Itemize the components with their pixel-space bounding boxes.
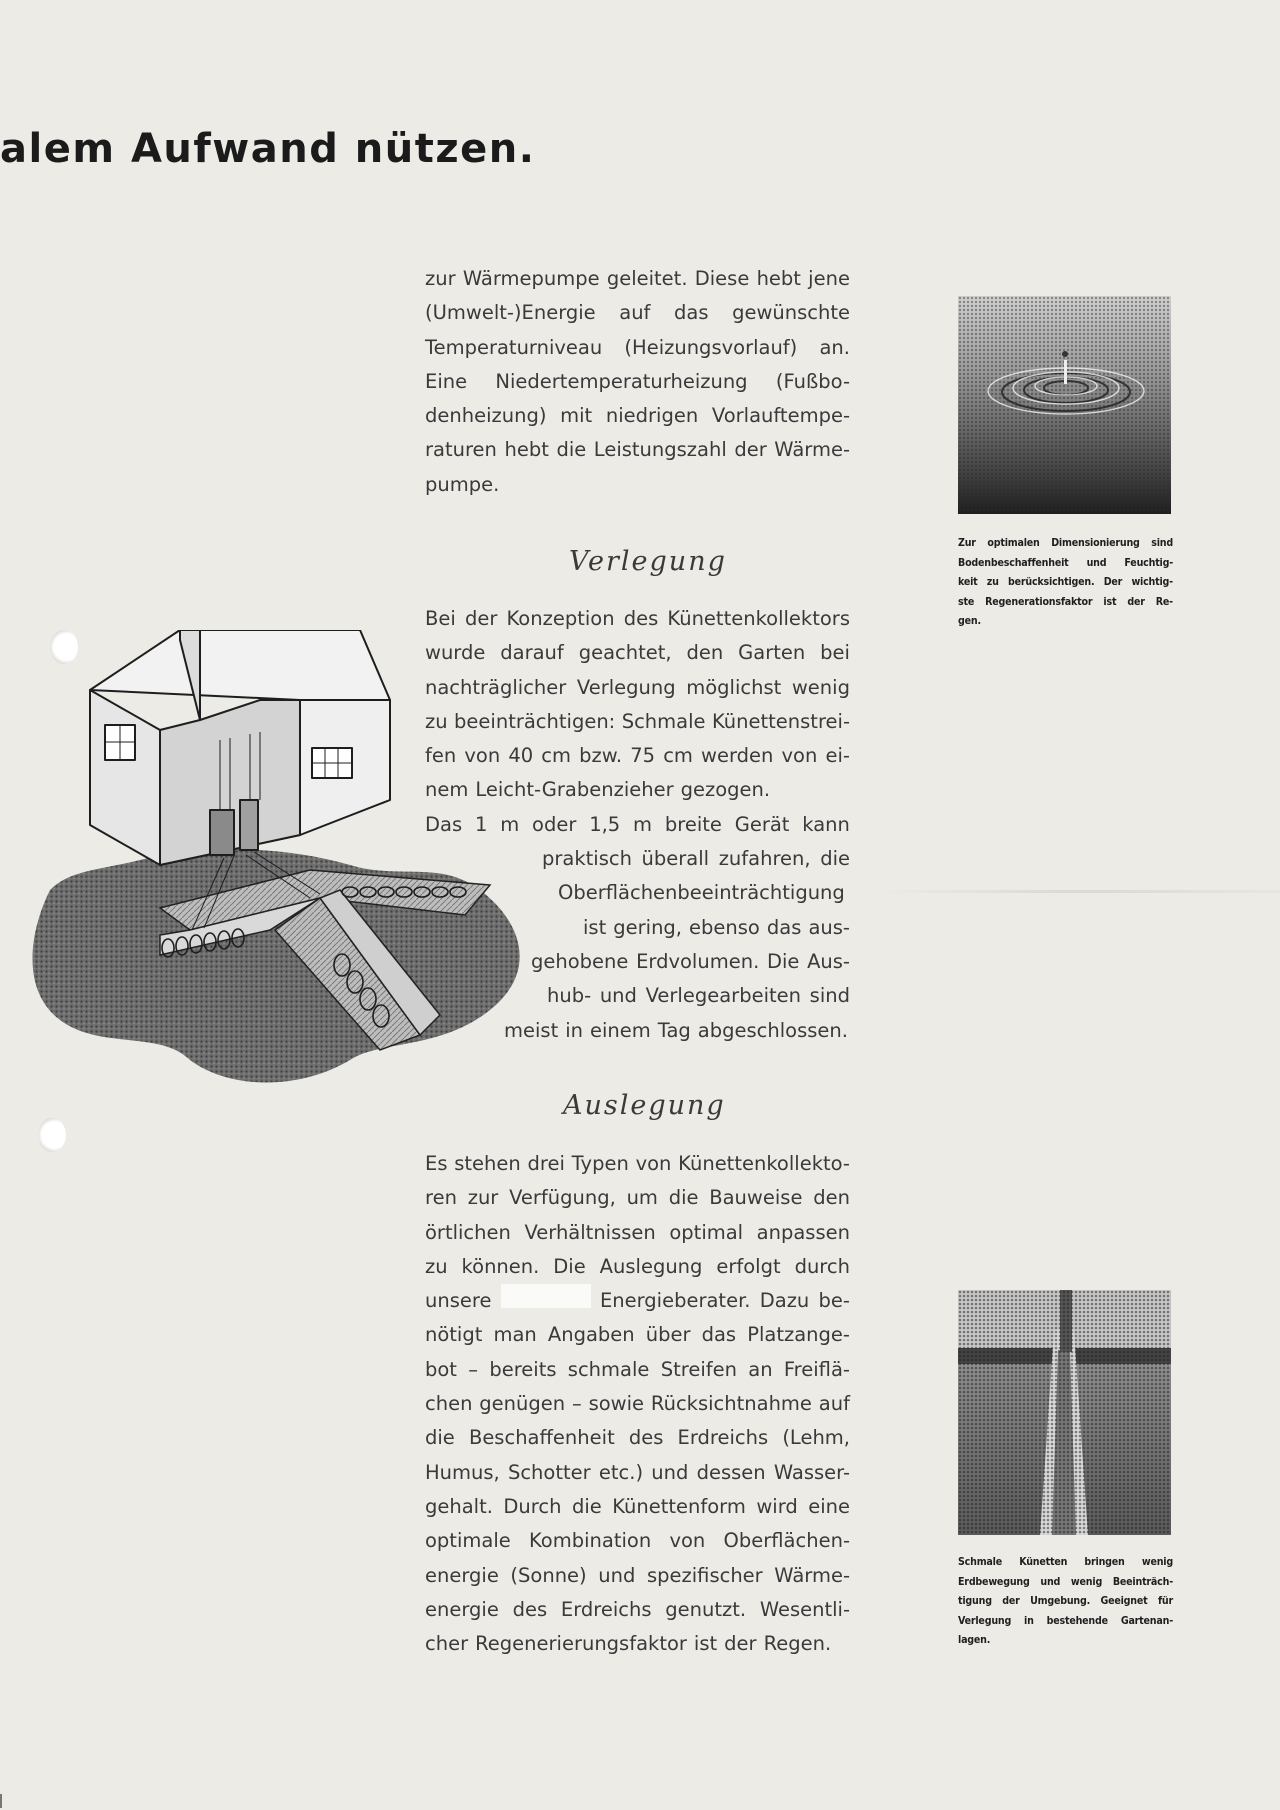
text-line (425, 1318, 850, 1352)
word: Temperaturniveau (425, 335, 603, 359)
word: Verlegung (576, 675, 676, 699)
word: Diese (694, 267, 750, 290)
word: chen (425, 1392, 473, 1416)
word: kann (802, 812, 850, 836)
word: hub- (547, 984, 592, 1008)
word: und (1040, 1575, 1061, 1588)
word: m (500, 812, 520, 836)
word: m (633, 812, 653, 836)
trench-photo (958, 1290, 1171, 1535)
word: ste (958, 595, 975, 608)
word: der (1002, 1595, 1020, 1607)
text-line (425, 1627, 850, 1661)
word: eine (808, 1494, 850, 1518)
word: breite (664, 812, 722, 836)
word: über (645, 1323, 691, 1347)
word: man (493, 1323, 537, 1347)
word: geleitet. (606, 267, 688, 290)
text-line (425, 1250, 850, 1284)
word: praktisch (542, 847, 632, 871)
word: Das (425, 812, 463, 836)
word: geachtet, (578, 641, 672, 665)
word: Die (553, 1254, 586, 1278)
word: (Umwelt-)Energie (425, 301, 596, 325)
word: bzw. (579, 744, 623, 768)
word: 1 (474, 812, 488, 836)
word: Künettenstrei- (711, 709, 850, 733)
word: stehen (454, 1152, 521, 1175)
word: denheizung) (425, 404, 547, 428)
word: 40 (508, 744, 534, 768)
word: zu (425, 1254, 448, 1278)
word: Feuchtig- (1124, 556, 1173, 569)
text-line (425, 1216, 850, 1250)
text-line (958, 612, 1173, 632)
heading-auslegung: Auslegung (563, 1090, 726, 1121)
word: energie (425, 1563, 499, 1587)
word: Bei (425, 607, 456, 630)
word: des (628, 1426, 664, 1450)
word: von (781, 744, 818, 768)
word: die (571, 1494, 602, 1518)
word: Niedertemperaturheizung (495, 369, 748, 393)
redacted-word (501, 1284, 591, 1308)
word: gehobene (531, 949, 629, 973)
text-line (958, 1612, 1173, 1632)
word: Geeignet (1100, 1595, 1148, 1607)
word: des (623, 607, 659, 630)
word: gehalt. (425, 1494, 493, 1518)
word: Regenerierungsfaktor (475, 1632, 687, 1656)
word: Aus- (807, 949, 850, 973)
word: Gerät (734, 812, 790, 836)
word: des (512, 1597, 548, 1621)
word: abgeschlossen. (697, 1018, 848, 1042)
word: bringen (1084, 1556, 1125, 1568)
word: und (1086, 556, 1107, 569)
word: Wärmepumpe (462, 267, 600, 290)
word: Leistungszahl (593, 438, 727, 462)
word: auf (818, 1392, 850, 1416)
word: das (674, 301, 709, 325)
word: optimalen (987, 537, 1040, 549)
word: Freiflä- (783, 1357, 850, 1381)
text-line (958, 554, 1173, 574)
word: Typen (571, 1152, 629, 1175)
word: Erdreichs (560, 1597, 652, 1621)
word: Platzange- (747, 1323, 850, 1347)
word: Konzeption (506, 607, 615, 630)
text-line (425, 296, 850, 330)
word: den (686, 641, 724, 665)
word: keit (958, 576, 978, 588)
word: aus- (808, 915, 850, 939)
word: Angaben (547, 1323, 635, 1347)
word: anpassen (756, 1220, 850, 1244)
word: Zur (958, 537, 976, 549)
word: Beeinträch- (1112, 1575, 1173, 1588)
word: Humus, (425, 1460, 500, 1484)
text-line (425, 1147, 850, 1181)
word: mit (560, 404, 593, 428)
word: und (598, 1563, 636, 1587)
paper-fold (880, 890, 1280, 893)
word: von (464, 744, 501, 768)
word: der (734, 438, 767, 462)
text-line (425, 1353, 850, 1387)
word: Oberflächen- (723, 1529, 850, 1553)
word: Der (1103, 576, 1123, 588)
caption-water-drop (958, 534, 1173, 632)
word: auf (619, 301, 651, 325)
word: Tag (657, 1018, 691, 1042)
word: in (1024, 1614, 1034, 1627)
word: meist (504, 1018, 559, 1042)
word: Dazu (759, 1289, 810, 1313)
word: raturen (425, 438, 497, 462)
text-line (425, 1490, 850, 1524)
punch-hole (38, 1118, 66, 1152)
word: gen. (958, 615, 981, 627)
word: berücksichtigen. (1007, 576, 1095, 588)
word: (Sonne) (510, 1563, 587, 1587)
corner-mark (0, 1794, 2, 1808)
word: Oberflächenbeeinträchtigung (558, 881, 845, 905)
word: optimale (425, 1529, 511, 1553)
word: die (556, 438, 587, 462)
word: oder (532, 812, 577, 836)
punch-hole (50, 630, 78, 664)
word: Energieberater. (599, 1289, 751, 1313)
word: von (635, 1152, 672, 1175)
word: zur (425, 267, 456, 290)
word: um (626, 1186, 658, 1210)
word: der (464, 607, 498, 630)
text-line (425, 1524, 850, 1558)
word: ist (1103, 595, 1117, 608)
text-line (958, 593, 1173, 613)
word: an (748, 1357, 773, 1381)
word: etc.) (598, 1460, 644, 1484)
word: Verlegearbeiten (645, 984, 801, 1008)
word: gezogen. (680, 778, 771, 802)
word: das (766, 915, 802, 939)
word: zufahren, (718, 847, 811, 871)
word: gewünschte (732, 301, 850, 325)
word: ist (583, 915, 607, 939)
word: Streifen (660, 1357, 737, 1381)
word: sind (1151, 537, 1173, 549)
word: Schotter (507, 1460, 591, 1484)
word: Erdbewegung (958, 1575, 1030, 1588)
text-line (958, 1592, 1173, 1612)
word: cm (541, 744, 571, 768)
word: zu (425, 709, 448, 733)
word: Regen. (763, 1632, 832, 1656)
word: pumpe. (425, 472, 500, 496)
word: sind (809, 984, 850, 1008)
word: zu (986, 576, 999, 588)
word: das (701, 1323, 737, 1347)
word: Eine (425, 369, 468, 393)
text-line (958, 573, 1173, 593)
word: bei (820, 641, 850, 665)
word: Erdreichs (677, 1426, 769, 1450)
text-line (425, 262, 850, 296)
word: tigung (958, 1595, 992, 1607)
water-drop-photo (958, 296, 1171, 514)
word: wenig (1070, 1575, 1103, 1588)
word: die (668, 1186, 699, 1210)
text-line (958, 1573, 1173, 1593)
word: bestehende (1046, 1614, 1108, 1627)
word: genutzt. (665, 1597, 747, 1621)
word: ei- (825, 744, 850, 768)
word: Verfügung, (509, 1186, 616, 1210)
word: Künettenkollektors (667, 607, 850, 630)
word: Regenerationsfaktor (985, 595, 1093, 608)
word: Wärme- (774, 1563, 850, 1587)
word: der (1127, 595, 1145, 608)
word: darauf (500, 641, 564, 665)
word: wichtig- (1131, 576, 1173, 588)
word: niedrigen (605, 404, 699, 428)
word: Wesentli- (759, 1597, 850, 1621)
word: Es (425, 1152, 448, 1175)
word: ebenso (689, 915, 760, 939)
word: schmale (567, 1357, 650, 1381)
word: jene (808, 267, 850, 290)
word: Bauweise (709, 1186, 803, 1210)
word: ist (693, 1632, 718, 1656)
word: können. (461, 1254, 540, 1278)
word: Auslegung (599, 1254, 703, 1278)
word: hebt (504, 438, 549, 462)
heading-verlegung: Verlegung (569, 546, 727, 577)
word: und (599, 984, 637, 1008)
word: bereits (489, 1357, 557, 1381)
page-headline: alem Aufwand nützen. (0, 126, 536, 172)
word: lagen. (958, 1634, 991, 1646)
word: erfolgt (716, 1254, 781, 1278)
text-line (425, 365, 850, 399)
word: Erdvolumen. (636, 949, 760, 973)
word: (Fußbo- (775, 369, 850, 393)
word: be- (818, 1289, 850, 1313)
word: dessen (696, 1460, 766, 1484)
text-line (425, 1421, 850, 1455)
word: Verhältnissen (524, 1220, 656, 1244)
word: wurde (425, 641, 486, 665)
auslegung-paragraph (425, 1147, 850, 1661)
word: Künettenkollekto- (678, 1152, 850, 1175)
word: wird (756, 1494, 798, 1518)
word: cm (663, 744, 693, 768)
word: von (669, 1529, 706, 1553)
word: überall (641, 847, 710, 871)
word: Verlegung (958, 1614, 1012, 1627)
word: werden (701, 744, 774, 768)
word: den (813, 1186, 850, 1210)
word: Künettenform (612, 1494, 746, 1518)
text-line (425, 331, 850, 365)
word: optimal (669, 1220, 744, 1244)
word: nem (425, 778, 469, 802)
word: ren (425, 1186, 457, 1210)
word: drei (527, 1152, 565, 1175)
word: Künetten (1019, 1556, 1068, 1568)
text-line (425, 1559, 850, 1593)
text-line (425, 433, 850, 467)
word: einem (590, 1018, 651, 1042)
word: Leicht-Grabenzieher (475, 778, 674, 802)
word: Kombination (528, 1529, 652, 1553)
caption-trench (958, 1553, 1173, 1651)
word: 75 (630, 744, 656, 768)
word: Bodenbeschaffenheit (958, 556, 1069, 569)
word: der (724, 1632, 757, 1656)
word: an. (819, 335, 850, 359)
word: Garten (738, 641, 806, 665)
word: bot (425, 1357, 457, 1381)
word: (Heizungsvorlauf) (624, 335, 798, 359)
intro-paragraph (425, 262, 850, 502)
word: Re- (1155, 595, 1173, 608)
word: cher (425, 1632, 469, 1656)
text-line (425, 1284, 850, 1318)
word: die (820, 847, 850, 871)
word: Vorlauftempe- (711, 404, 850, 428)
word: wenig (791, 675, 850, 699)
word: gering, (613, 915, 683, 939)
word: Schmale (621, 709, 706, 733)
word: für (1157, 1595, 1173, 1607)
word: sowie (588, 1392, 645, 1416)
text-line (425, 399, 850, 433)
word: örtlichen (425, 1220, 511, 1244)
text-line (425, 1387, 850, 1421)
word: – (571, 1392, 582, 1416)
word: wenig (1141, 1556, 1173, 1568)
word: zur (467, 1186, 499, 1210)
text-line (958, 534, 1173, 554)
word: und (651, 1460, 689, 1484)
word: hebt (756, 267, 801, 290)
word: Umgebung. (1030, 1595, 1091, 1607)
word: Wasser- (773, 1460, 850, 1484)
word: Beschaffenheit (468, 1426, 615, 1450)
word: durch (794, 1254, 850, 1278)
word: Dimensionierung (1051, 537, 1140, 549)
text-line (425, 468, 850, 502)
word: unsere (425, 1289, 492, 1313)
word: Gartenan- (1120, 1614, 1173, 1627)
text-line (958, 1553, 1173, 1573)
word: Schmale (958, 1556, 1002, 1568)
text-line (425, 1181, 850, 1215)
word: nötigt (425, 1323, 483, 1347)
word: (Lehm, (782, 1426, 850, 1450)
text-line (425, 1593, 850, 1627)
word: Die (766, 949, 800, 973)
word: – (468, 1357, 479, 1381)
word: genügen (479, 1392, 566, 1416)
word: in (565, 1018, 583, 1042)
word: Wärme- (774, 438, 850, 462)
word: fen (425, 744, 457, 768)
word: energie (425, 1597, 499, 1621)
word: Rücksichtnahme (650, 1392, 812, 1416)
word: spezifischer (646, 1563, 763, 1587)
word: beeinträchtigen: (454, 709, 616, 733)
text-line (958, 1631, 1173, 1651)
text-line (425, 1456, 850, 1490)
word: nachträglicher (425, 675, 567, 699)
house-collector-illustration (20, 630, 540, 1100)
word: möglichst (686, 675, 782, 699)
word: die (425, 1426, 455, 1450)
word: 1,5 (589, 812, 621, 836)
word: Durch (503, 1494, 562, 1518)
